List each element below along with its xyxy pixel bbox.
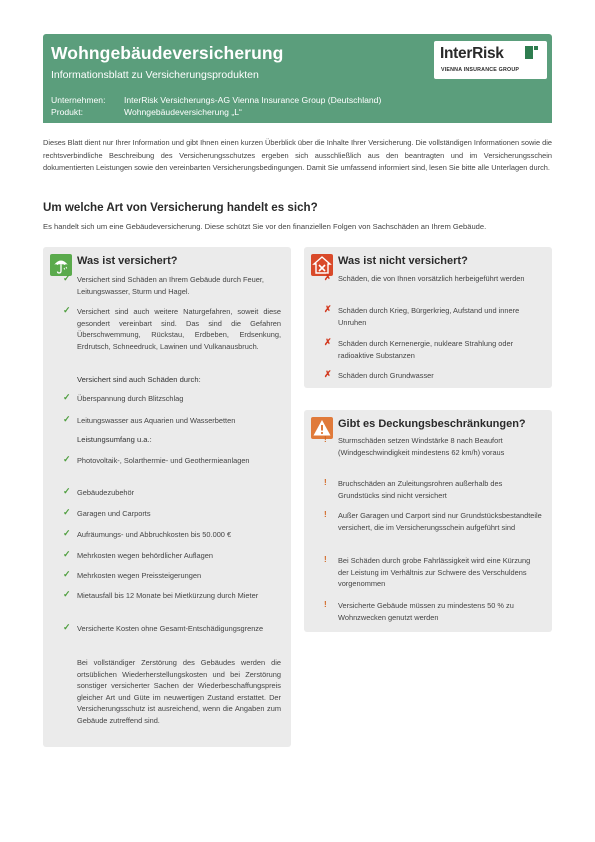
product-value: Wohngebäudeversicherung „L“ <box>124 107 242 117</box>
product-row <box>51 107 242 117</box>
list-item: ✗ Schäden durch Grundwasser <box>324 369 434 380</box>
check-icon: ✓ <box>63 622 71 632</box>
logo-tagline: VIENNA INSURANCE GROUP <box>441 67 520 73</box>
list-item: ✓ Leitungswasser aus Aquarien und Wasserbetten <box>63 414 236 425</box>
company-label: Unternehmen: <box>51 95 106 105</box>
not-insured-box <box>304 247 552 388</box>
exclamation-icon: ! <box>324 435 327 444</box>
list-item: ✗ Schäden, die von Ihnen vorsätzlich herbeigeführt werden <box>324 272 525 283</box>
exclamation-icon: ! <box>324 510 327 519</box>
section-heading: Um welche Art von Versicherung handelt es sich? <box>43 201 318 214</box>
check-icon: ✓ <box>63 507 71 517</box>
exclamation-icon: ! <box>324 600 327 609</box>
restrictions-title: Gibt es Deckungsbeschränkungen? <box>338 418 526 430</box>
cross-icon: ✗ <box>324 304 332 314</box>
list-item: ! Außer Garagen und Carport sind nur Grundstücksbestandteile versichert, die im Versicherungsschein aufgeführt sind <box>324 510 542 532</box>
intro-text: Dieses Blatt dient nur Ihrer Information und gibt Ihnen einen kurzen Überblick über die Inhalte Ihrer Versicherung. Die vollständigen Informationen sowie die rechtsverbindliche Beschreibung des Versicherungsschutzes ergeben sich ausschließlich aus den beantragten und im Versicherungsschein dokumentierten Leistungen sowie den vereinbarten Versicherungsbedingungen. Damit Sie umfassend informiert sind, lesen Sie bitte alle Unterlagen durch. <box>43 138 552 173</box>
list-item: ✓ Versicherte Kosten ohne Gesamt-Entschädigungsgrenze <box>63 622 264 633</box>
list-item: ! Sturmschäden setzen Windstärke 8 nach Beaufort (Windgeschwindigkeit mindestens 62 km/h) voraus <box>324 435 505 457</box>
list-item: ✓ Garagen und Carports <box>63 507 151 518</box>
company-value: InterRisk Versicherungs-AG Vienna Insurance Group (Deutschland) <box>124 95 382 105</box>
list-item: ✓ Aufräumungs- und Abbruchkosten bis 50.000 € <box>63 528 232 539</box>
cross-icon: ✗ <box>324 337 332 347</box>
section-text: Es handelt sich um eine Gebäudeversicherung. Diese schützt Sie vor den finanziellen Folgen von Sachschäden an Ihrem Gebäude. <box>43 222 487 231</box>
exclamation-icon: ! <box>324 478 327 487</box>
exclamation-icon: ! <box>324 555 327 564</box>
company-row <box>51 95 381 105</box>
check-icon: ✓ <box>63 414 71 424</box>
not-insured-title: Was ist nicht versichert? <box>338 255 468 267</box>
cross-icon: ✗ <box>324 272 332 282</box>
list-item: ✓ Überspannung durch Blitzschlag <box>63 392 184 403</box>
check-icon: ✓ <box>63 392 71 402</box>
page-title: Wohngebäudeversicherung <box>51 43 284 63</box>
check-icon: ✓ <box>63 486 71 496</box>
check-icon: ✓ <box>63 569 71 579</box>
list-item: ! Bei Schäden durch grobe Fahrlässigkeit wird eine Kürzung der Leistung im Verhältnis zur Schwere des Verschuldens vorgenommen <box>324 555 531 589</box>
check-icon: ✓ <box>63 549 71 559</box>
insured-box <box>43 247 291 747</box>
list-item: ✗ Schäden durch Krieg, Bürgerkrieg, Aufstand und innere Unruhen <box>324 304 520 327</box>
cross-icon: ✗ <box>324 369 332 379</box>
check-icon: ✓ <box>63 528 71 538</box>
check-icon: ✓ <box>63 305 71 315</box>
list-item: ✓ Mehrkosten wegen behördlicher Auflagen <box>63 549 213 560</box>
check-icon: ✓ <box>63 273 71 283</box>
list-item: ✓ Photovoltaik-, Solarthermie- und Geothermieanlagen <box>63 454 250 465</box>
logo-mark-icon <box>525 46 538 59</box>
list-item: ✓ Versichert sind auch weitere Naturgefahren, soweit diese gesondert vereinbart sind. Das sind die Gefahren Überschwemmung, Rückstau, Erdbeben, Erdsenkung, Erdrutsch, Schneedruck, Lawinen und Vulkanausbruch. <box>63 305 281 351</box>
interrisk-logo <box>434 41 547 79</box>
product-label: Produkt: <box>51 107 84 117</box>
warning-icon <box>311 417 333 439</box>
also-insured-label: Versichert sind auch Schäden durch: <box>77 375 201 384</box>
closing-paragraph: Bei vollständiger Zerstörung des Gebäudes werden die ortsüblichen Wiederherstellungskosten und bei Zerstörung sonstiger versicherter Sachen der Wiederbeschaffungspreis gleicher Art und Güte im neuwertigen Zustand erstattet. Der Versicherungsschutz ist ausreichend, wenn die Angaben zum Gebäude zutreffend sind. <box>77 658 281 725</box>
restrictions-box <box>304 410 552 632</box>
list-item: ! Bruchschäden an Zuleitungsrohren außerhalb des Grundstücks sind nicht versichert <box>324 478 503 500</box>
scope-label: Leistungsumfang u.a.: <box>77 435 152 444</box>
logo-brand: InterRisk <box>440 45 504 62</box>
list-item: ✓ Mietausfall bis 12 Monate bei Mietkürzung durch Mieter <box>63 589 259 600</box>
list-item: ✗ Schäden durch Kernenergie, nukleare Strahlung oder radioaktive Substanzen <box>324 337 514 360</box>
list-item: ✓ Gebäudezubehör <box>63 486 135 497</box>
check-icon: ✓ <box>63 589 71 599</box>
list-item: ✓ Mehrkosten wegen Preissteigerungen <box>63 569 202 580</box>
list-item: ! Versicherte Gebäude müssen zu mindestens 50 % zu Wohnzwecken genutzt werden <box>324 600 514 622</box>
insured-title: Was ist versichert? <box>77 255 178 267</box>
check-icon: ✓ <box>63 454 71 464</box>
list-item: ✓ Versichert sind Schäden an Ihrem Gebäude durch Feuer, Leitungswasser, Sturm und Hagel. <box>63 273 264 296</box>
page-subtitle: Informationsblatt zu Versicherungsprodukten <box>51 69 259 81</box>
